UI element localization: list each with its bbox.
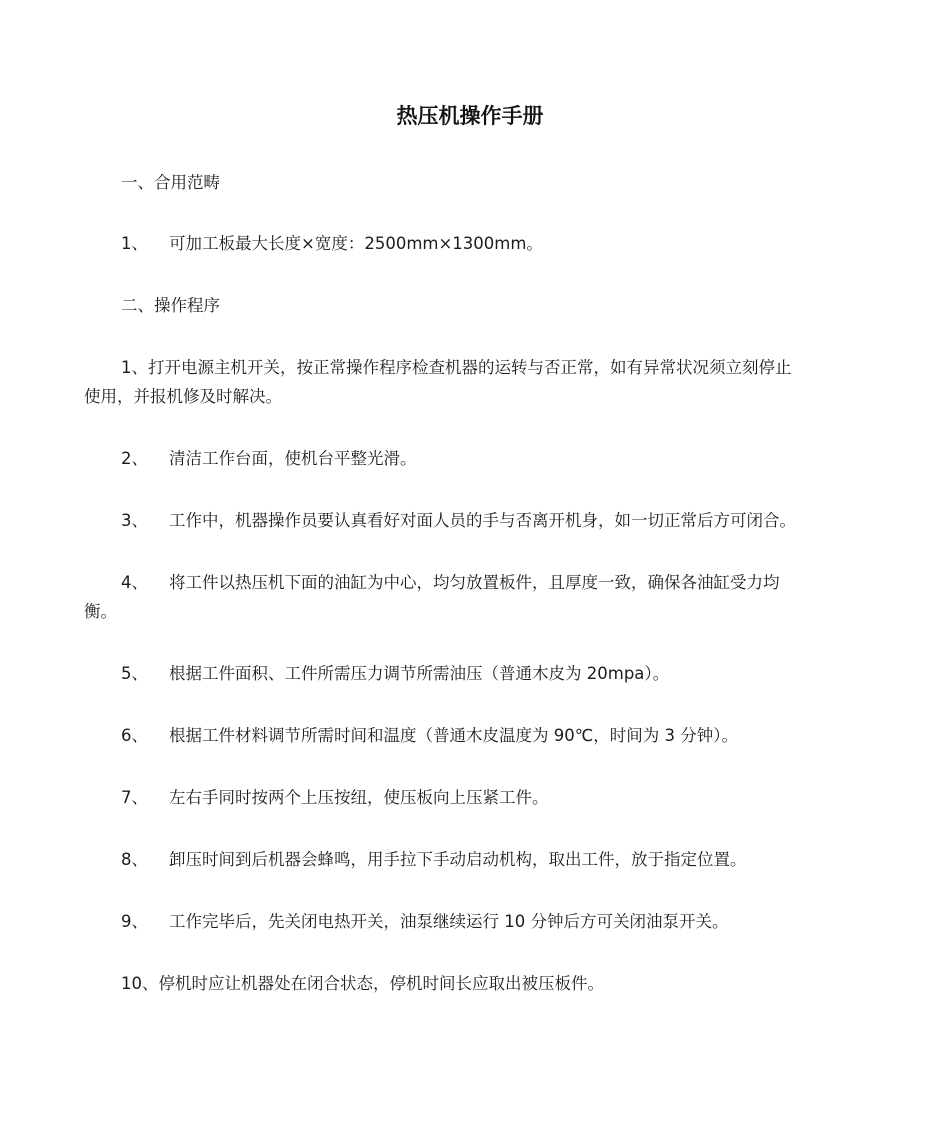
step-number: 6、: [121, 726, 148, 745]
step-number: 7、: [121, 788, 148, 807]
step-number: 9、: [121, 912, 148, 931]
step-1: 1、打开电源主机开关，按正常操作程序检查机器的运转与否正常，如有异常状况须立刻停止 使用，并报机修及时解决。: [84, 358, 792, 406]
step-number: 5、: [121, 664, 148, 683]
step-number: 3、: [121, 511, 148, 530]
step-text: 工作中，机器操作员要认真看好对面人员的手与否离开机身，如一切正常后方可闭合。: [169, 511, 796, 530]
item-number: 1、: [121, 234, 148, 253]
step-4-continuation: 衡。: [84, 602, 117, 621]
item-text: 可加工板最大长度×宽度：2500mm×1300mm。: [169, 234, 543, 253]
step-text: 将工件以热压机下面的油缸为中心，均匀放置板件，且厚度一致，确保各油缸受力均: [169, 573, 780, 592]
step-text: 卸压时间到后机器会蜂鸣，用手拉下手动启动机构，取出工件，放于指定位置。: [169, 850, 747, 869]
step-text: 根据工件面积、工件所需压力调节所需油压（普通木皮为 20mpa）。: [169, 664, 670, 683]
step-number: 4、: [121, 573, 148, 592]
step-text: 左右手同时按两个上压按纽，使压板向上压紧工件。: [169, 788, 549, 807]
document-title: 热压机操作手册: [396, 104, 544, 128]
section-heading-scope: 一、合用范畴: [121, 173, 220, 192]
step-text: 10、停机时应让机器处在闭合状态，停机时间长应取出被压板件。: [121, 974, 604, 993]
step-text: 工作完毕后，先关闭电热开关，油泵继续运行 10 分钟后方可关闭油泵开关。: [169, 912, 729, 931]
step-10: [84, 969, 864, 998]
step-number: 8、: [121, 850, 148, 869]
section-heading-procedure: 二、操作程序: [121, 296, 220, 315]
step-text: 清洁工作台面，使机台平整光滑。: [169, 449, 417, 468]
step-number: 2、: [121, 449, 148, 468]
step-text: 根据工件材料调节所需时间和温度（普通木皮温度为 90℃，时间为 3 分钟）。: [169, 726, 739, 745]
